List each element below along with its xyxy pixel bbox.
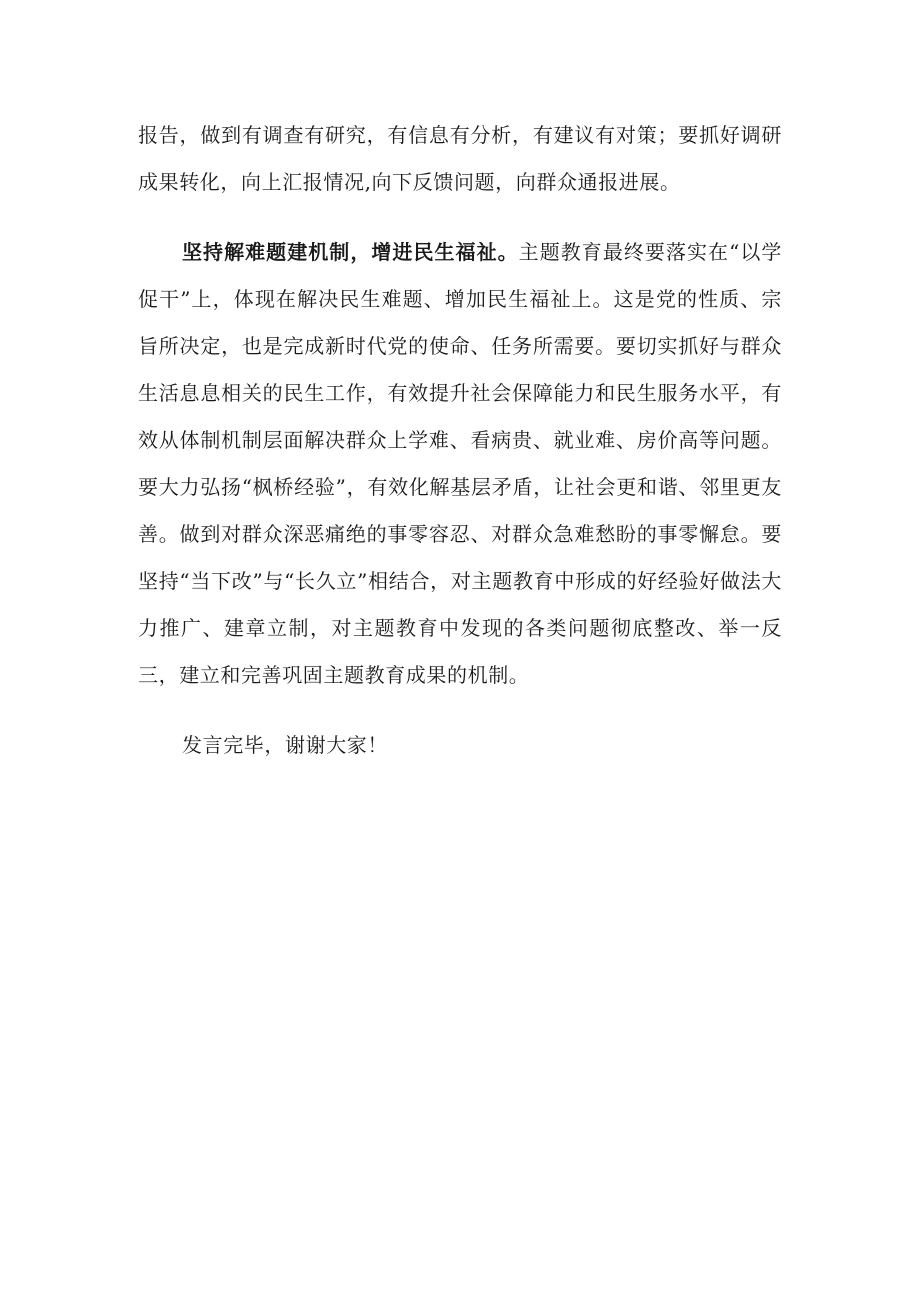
paragraph-text: 主题教育最终要落实在“以学促干”上，体现在解决民生难题、增加民生福祉上。这是党的性质、宗旨所决定，也是完成新时代党的使命、任务所需要。要切实抓好与群众生活息息相关的民生工作，有效提升社会保障能力和民生服务水平，有效从体制机制层面解决群众上学难、看病贵、就业难、房价高等问题。要大力弘扬“枫桥经验”，有效化解基层矛盾，让社会更和谐、邻里更友善。做到对群众深恶痛绝的事零容忍、对群众急难愁盼的事零懈怠。要坚持“当下改”与“长久立”相结合，对主题教育中形成的好经验好做法大力推广、建章立制，对主题教育中发现的各类问题彻底整改、举一反三，建立和完善巩固主题教育成果的机制。: [138, 240, 782, 687]
paragraph-continuation: [138, 112, 782, 206]
closing-remark: 发言完毕，谢谢大家！: [182, 733, 388, 757]
paragraph-livelihood: [138, 229, 782, 699]
paragraph-closing: [138, 722, 782, 769]
document-body: [138, 112, 782, 769]
paragraph-text: 报告，做到有调查有研究，有信息有分析，有建议有对策；要抓好调研成果转化，向上汇报情况,向下反馈问题，向群众通报进展。: [138, 123, 782, 194]
paragraph-lead-heading: 坚持解难题建机制，增进民生福祉。: [182, 240, 519, 264]
